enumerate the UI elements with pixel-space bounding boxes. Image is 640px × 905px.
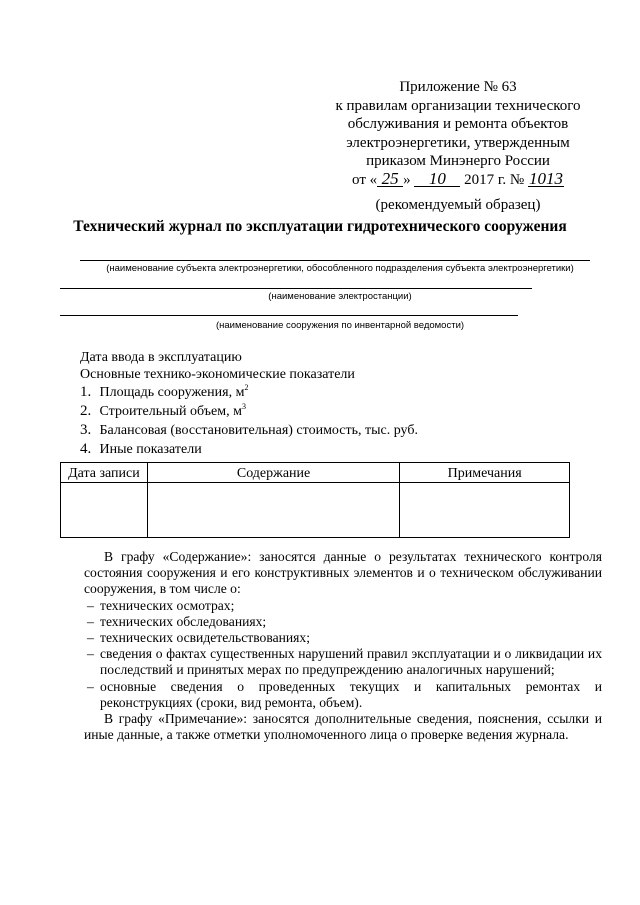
indicator-item: 1. Площадь сооружения, $м^2$ xyxy=(80,383,249,400)
commissioning-date-label: Дата ввода в эксплуатацию xyxy=(80,350,242,365)
indicator-item: 2. Строительный объем, $м^3$ xyxy=(80,402,246,419)
structure-info xyxy=(80,349,418,459)
indicators-list xyxy=(80,383,418,459)
order-year: 2017 г. № xyxy=(464,171,525,188)
order-month: 10 xyxy=(414,172,460,187)
indicator-item: 4. Иные показатели xyxy=(80,441,202,457)
table-cell xyxy=(147,483,399,538)
recommended-sample-note: (рекомендуемый образец) xyxy=(375,197,541,213)
date-prefix: от « xyxy=(352,171,378,188)
journal-title: Технический журнал по эксплуатации гидротехнического сооружения xyxy=(73,218,567,235)
table-row xyxy=(61,483,570,538)
order-date-line xyxy=(328,168,588,190)
notes-paragraph: В графу «Примечание»: заносятся дополнительные сведения, пояснения, ссылки и иные данные, а также отметки уполномоченного лица о проверке ведения журнала. xyxy=(84,711,602,743)
list-item: – технических освидетельствованиях; xyxy=(87,630,310,646)
instructions-list xyxy=(84,598,602,711)
appendix-block xyxy=(328,78,588,189)
table-cell xyxy=(61,483,148,538)
subject-caption: (наименование субъекта электроэнергетики, обособленного подразделения субъекта электроэнергетики) xyxy=(106,263,574,274)
appendix-line: приказом Минэнерго России xyxy=(366,153,550,169)
indicator-item: 3. Балансовая (восстановительная) стоимость, тыс. руб. xyxy=(80,422,418,438)
table-header-row xyxy=(61,463,570,483)
list-item: – технических обследованиях; xyxy=(87,613,267,629)
journal-table xyxy=(60,462,570,538)
list-item: – основные сведения о проведенных текущих и капитальных ремонтах и реконструкциях (сроки, вид ремонта, объем). xyxy=(87,678,602,710)
order-day: 25 xyxy=(377,172,403,187)
column-header-content: Содержание xyxy=(147,463,399,483)
station-caption: (наименование электростанции) xyxy=(268,291,412,302)
instructions-paragraph: В графу «Содержание»: заносятся данные о результатах технического контроля состояния сооружения и его конструктивных элементов и о техническом обслуживании сооружения, в том числе о: xyxy=(84,549,602,597)
table-cell xyxy=(400,483,570,538)
column-header-notes: Примечания xyxy=(400,463,570,483)
instructions-block xyxy=(84,549,602,743)
column-header-date: Дата записи xyxy=(61,463,148,483)
appendix-line: к правилам организации технического xyxy=(335,97,581,114)
list-item: – сведения о фактах существенных нарушений правил эксплуатации и о ликвидации их последствий и принятых мерах по предупреждению аналогичных нарушений; xyxy=(87,646,602,678)
list-item: – технических осмотрах; xyxy=(87,597,235,613)
order-number: 1013 xyxy=(528,168,563,188)
structure-caption: (наименование сооружения по инвентарной ведомости) xyxy=(215,320,465,331)
indicators-heading: Основные технико-экономические показатели xyxy=(80,367,355,382)
appendix-line: электроэнергетики, утвержденным xyxy=(346,134,570,151)
appendix-line: Приложение № 63 xyxy=(399,79,517,95)
date-day-suffix: » xyxy=(403,171,411,188)
appendix-line: обслуживания и ремонта объектов xyxy=(347,116,569,132)
structure-fill-line xyxy=(60,315,518,316)
subject-fill-line xyxy=(80,260,590,261)
station-fill-line xyxy=(60,288,532,289)
